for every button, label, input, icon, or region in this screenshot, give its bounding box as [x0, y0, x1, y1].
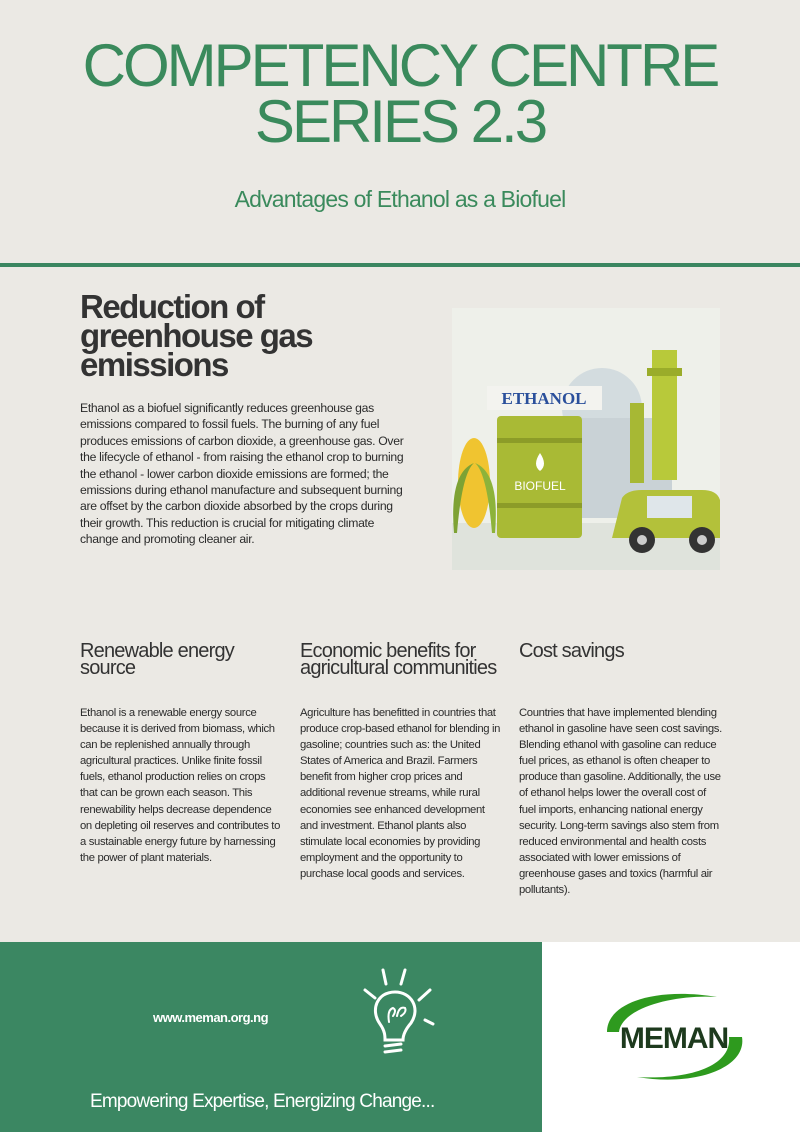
logo-panel [542, 942, 800, 1132]
svg-text:MEMAN: MEMAN [619, 1022, 729, 1055]
biofuel-label: BIOFUEL [514, 479, 566, 493]
page-title [0, 32, 800, 155]
column-heading: Economic benefits for agricultural communities [300, 640, 497, 679]
page-subtitle: Advantages of Ethanol as a Biofuel [234, 186, 566, 212]
section-heading-greenhouse: Reduction of greenhouse gas emissions [80, 288, 313, 383]
lightbulb-icon [355, 962, 450, 1067]
column-heading: Renewable energy source [80, 640, 234, 679]
column-body: Ethanol is a renewable energy source because it is derived from biomass, which can be replenished annually through agricultural practices. Unlike finite fossil fuels, ethanol production relies on crops that can be grown each season. This renewability helps decrease dependence on depleting oil reserves and contributes to a sustainable energy future by harnessing the power of plant materials. [80, 707, 281, 864]
footer [0, 942, 542, 1132]
title-line-1: COMPETENCY CENTRE [82, 32, 718, 99]
column-heading: Cost savings [519, 640, 624, 662]
title-line-2: SERIES 2.3 [254, 88, 546, 155]
website-link[interactable]: www.meman.org.ng [153, 1010, 269, 1025]
meman-logo [597, 982, 752, 1097]
divider [0, 263, 800, 267]
column-renewable [80, 640, 285, 866]
tagline: Empowering Expertise, Energizing Change... [90, 1091, 435, 1112]
ethanol-plant-illustration [452, 308, 720, 570]
section-body-greenhouse: Ethanol as a biofuel significantly reduces greenhouse gas emissions compared to fossil fuels. The burning of any fuel produces emissions of carbon dioxide, a greenhouse gas. Over the lifecycle of ethanol - from raising the ethanol crop to burning the ethanol - lower carbon dioxide emissions are formed; the emissions during ethanol manufacture and subsequent burning are offset by the carbon dioxide absorbed by the crops during their growth. This reduction is crucial for mitigating climate change and promoting cleaner air. [80, 401, 404, 547]
column-economic [300, 640, 505, 882]
column-body: Countries that have implemented blending ethanol in gasoline have seen cost savings. Blending ethanol with gasoline can reduce fuel prices, as ethanol is often cheaper to produce than gasoline. Additionally, the use of ethanol helps lower the overall cost of fuel imports, enhancing national energy security. Long-term savings also stem from reduced environmental and health costs associated with lower emissions of greenhouse gases and toxics (harmful air pollutants). [519, 707, 722, 897]
ethanol-sign: ETHANOL [501, 389, 587, 408]
column-cost-savings [519, 640, 724, 898]
column-body: Agriculture has benefitted in countries that produce crop-based ethanol for blending in gasoline; countries such as: the United States of America and Brazil. Farmers benefit from higher crop prices and additional revenue streams, while rural economies see enhanced development and investment. Ethanol plants also stimulate local economies by providing employment and the opportunity to purchase local goods and services. [300, 707, 501, 880]
